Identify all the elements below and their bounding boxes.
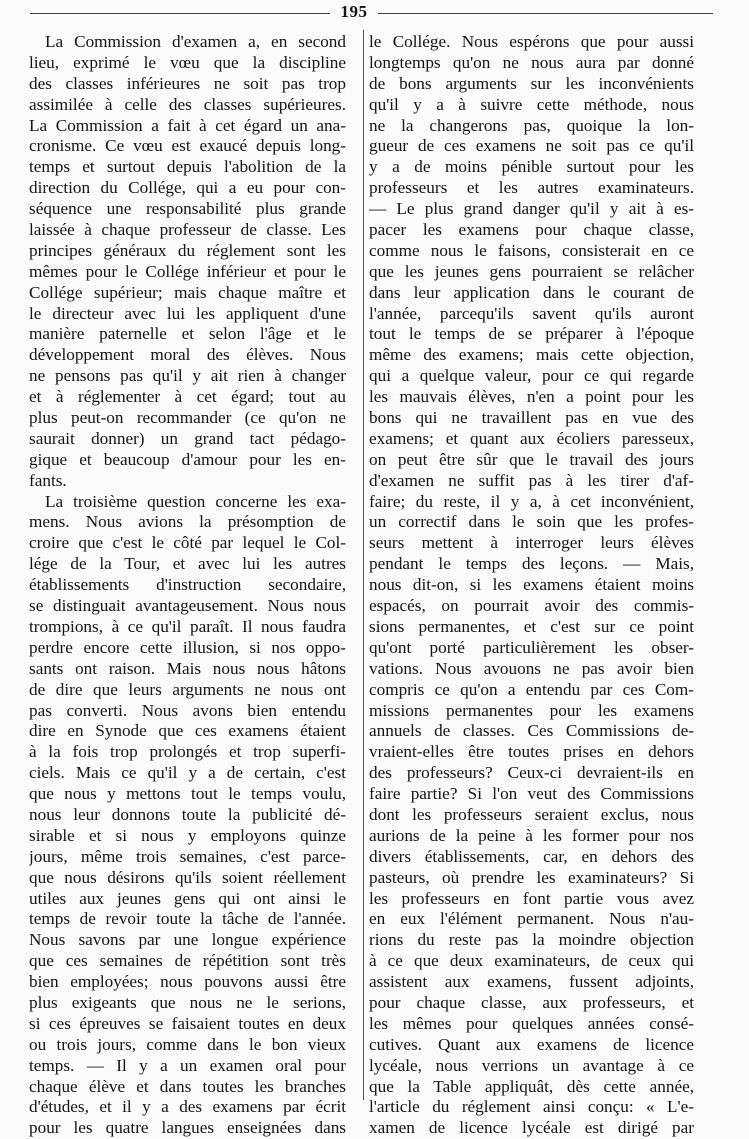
text-line: comme nous le faisons, consisterait en ce [369,240,694,260]
text-line: pasteurs, où prendre les examinateurs? Si [369,867,694,887]
text-line: cutives. Quant aux examens de licence [369,1034,694,1054]
text-line: faire partie? Si l'on veut des Commissions [369,784,694,804]
text-line: tout le temps de se préparer à l'époque [369,324,694,344]
text-line: jours, même trois semaines, c'est parce- [29,846,346,866]
text-line: missions permanentes pour les examens [369,700,694,720]
text-line: dans leur application dans le courant de [369,282,694,302]
text-line: à la fois trop prolongés et trop superfi- [29,742,346,762]
text-line: professeurs et les autres examinateurs. [369,178,694,198]
text-line: principes généraux du réglement sont les [29,240,346,260]
text-line: pendant le temps des leçons. — Mais, [369,554,694,574]
text-line: les mauvais élèves, n'en a point pour les [369,387,694,407]
text-line: perdre encore cette illusion, si nos oppo- [29,637,346,657]
text-line: assimilée à celle des classes supérieures. [29,94,346,114]
text-line: des classes inférieures ne soit pas trop [29,73,346,93]
text-line: La Commission d'examen a, en second [45,32,346,51]
text-line: qu'il y a à suivre cette méthode, nous [369,94,694,114]
text-line: annuels de classes. Ces Commissions de- [369,721,694,741]
text-line: espacés, on pourrait avoir des commis- [369,596,694,616]
text-line: compris ce qu'on a entendu par ces Com- [369,679,694,699]
text-line: trompions, à ce qu'il paraît. Il nous faudra [29,616,346,636]
text-line: dire en Synode que ces examens étaient [29,721,346,741]
text-line: d'études, et il y a des examens par écrit [29,1097,346,1117]
text-line: à ce que deux examinateurs, de ceux qui [369,951,694,971]
text-line: temps de revoir toute la tâche de l'année. [29,909,346,929]
text-line: pour chaque classe, aux professeurs, et [369,992,694,1012]
page-number: 195 [340,2,368,21]
text-line: aurions de la peine à les former pour nos [369,825,694,845]
text-line: cronisme. Ce vœu est exaucé depuis long- [29,136,346,156]
text-line: chaque élève et dans toutes les branches [29,1076,346,1096]
text-line: La troisième question concerne les exa- [45,491,346,511]
text-line: que nous désirons qu'ils soient réellement [29,867,346,887]
text-line: l'article du réglement ainsi conçu: « L'e- [369,1097,694,1117]
text-line: mêmes pour le Collége inférieur et pour le [29,261,346,281]
text-line: examens; et quant aux écoliers paresseux, [369,428,694,448]
text-line: de bons arguments sur les inconvénients [369,73,694,93]
text-line: plus exigeants que nous ne le serions, [29,992,346,1012]
text-line: seurs mettent à interroger leurs élèves [369,533,694,553]
text-line: nous dit-on, si les examens étaient moins [369,575,694,595]
text-line: saurait donner) un grand tact pédago- [29,428,346,448]
text-line: assistent aux examens, fussent adjoints, [369,972,694,992]
text-line: si ces épreuves se faisaient toutes en deux [29,1013,346,1033]
text-line: manière paternelle et selon l'âge et le [29,324,346,344]
text-line: Collége supérieur; mais chaque maître et [29,282,346,302]
text-line: on peut être sûr que le travail des jours [369,449,694,469]
text-line: bien employées; nous pouvons aussi être [29,972,346,992]
text-line: en eux l'élément permanent. Nous n'au- [369,909,694,929]
text-line: ciels. Mais ce qu'il y a de certain, c'est [29,763,346,783]
text-line: des professeurs? Ceux-ci devraient-ils en [369,763,694,783]
text-line: développement moral des élèves. Nous [29,345,346,365]
text-line: y a de moins pénible surtout pour les [369,157,694,177]
text-line: d'examen ne suffit pas à les tirer d'af- [369,470,694,490]
text-line: sirable et si nous y employons quinze [29,825,346,845]
text-line: le Collége. Nous espérons que pour aussi [369,32,694,51]
text-line: plus peut-on recommander (ce qu'on ne [29,408,346,428]
text-line: temps. — Il y a un examen oral pour [29,1055,346,1075]
text-line: La Commission a fait à cet égard un ana- [29,115,346,135]
text-line: séquence une responsabilité plus grande [29,199,346,219]
page-header [0,2,749,26]
text-line: pour les quatre langues enseignées dans [29,1118,346,1138]
text-line: ne la changerons pas, quoique la lon- [369,115,694,135]
text-line: bons qui ne travaillent pas en vue des [369,408,694,428]
text-line: divers établissements, car, en dehors des [369,846,694,866]
text-line: gueur de ces examens ne soit pas ce qu'il [369,136,694,156]
left-column [29,32,346,1139]
text-line: que nous y mettons tout le temps voulu, [29,784,346,804]
text-line: temps et surtout depuis l'abolition de la [29,157,346,177]
text-line: nous leur donnons toute la publicité dé- [29,804,346,824]
text-line: que les jeunes gens pourraient se relâcher [369,261,694,281]
text-line: sions permanentes, et c'est sur ce point [369,616,694,636]
text-line: que ces semaines de répétition sont très [29,951,346,971]
text-line: et à réglementer à cet égard; tout au [29,387,346,407]
text-line: faire; du reste, il y a, à cet inconvénient, [369,491,694,511]
text-line: gique et beaucoup d'amour pour les en- [29,449,346,469]
text-line: direction du Collége, qui a eu pour con- [29,178,346,198]
text-line: que la Table appliquât, dès cette année, [369,1076,694,1096]
text-line: qui a quelque valeur, pour ce qui regarde [369,366,694,386]
text-line: se distinguait avantageusement. Nous nous [29,596,346,616]
text-line: même des examens; mais cette objection, [369,345,694,365]
text-line: les mêmes pour quelques années consé- [369,1013,694,1033]
text-line: le directeur avec lui les appliquent d'une [29,303,346,323]
text-line: mens. Nous avions la présomption de [29,512,346,532]
text-line: — Le plus grand danger qu'il y ait à es- [369,199,694,219]
text-line: vations. Nous avouons ne pas avoir bien [369,658,694,678]
text-line: ne pensons pas qu'il y ait rien à changer [29,366,346,386]
text-line: de dire que leurs arguments ne nous ont [29,679,346,699]
text-line: ou trois jours, comme dans le bon vieux [29,1034,346,1054]
text-line: lége de la Tour, et avec lui les autres [29,554,346,574]
right-column [369,32,694,1139]
text-line: fants. [29,470,67,490]
text-line: pacer les examens pour chaque classe, [369,220,694,240]
text-line: sants ont raison. Mais nous nous hâtons [29,658,346,678]
text-line: un correctif dans le soin que les profes- [369,512,694,532]
text-line: Nous savons par une longue expérience [29,930,346,950]
text-line: vraient-elles être toutes prises en dehors [369,742,694,762]
text-line: xamen de licence lycéale est dirigé par [369,1118,694,1138]
text-line: laissée à chaque professeur de classe. Les [29,220,346,240]
text-line: croire que c'est le côté par lequel le Col- [29,533,346,553]
text-line: utiles aux jeunes gens qui ont ainsi le [29,888,346,908]
text-line: les professeurs en font partie vous avez [369,888,694,908]
text-line: lycéale, nous verrions un avantage à ce [369,1055,694,1075]
text-line: qu'ont porté particulièrement les obser- [369,637,694,657]
header-rule-left [30,13,330,14]
text-line: longtemps qu'on ne nous aura par donné [369,52,694,72]
column-divider [363,30,364,1100]
text-line: l'année, parcequ'ils savent qu'ils auront [369,303,694,323]
text-line: établissements d'instruction secondaire, [29,575,346,595]
header-rule-right [378,13,713,14]
text-line: pas converti. Nous avons bien entendu [29,700,346,720]
text-line: lieu, exprimé le vœu que la discipline [29,52,346,72]
text-line: dont les professeurs seraient exclus, nous [369,804,694,824]
text-line: rions du reste pas la moindre objection [369,930,694,950]
